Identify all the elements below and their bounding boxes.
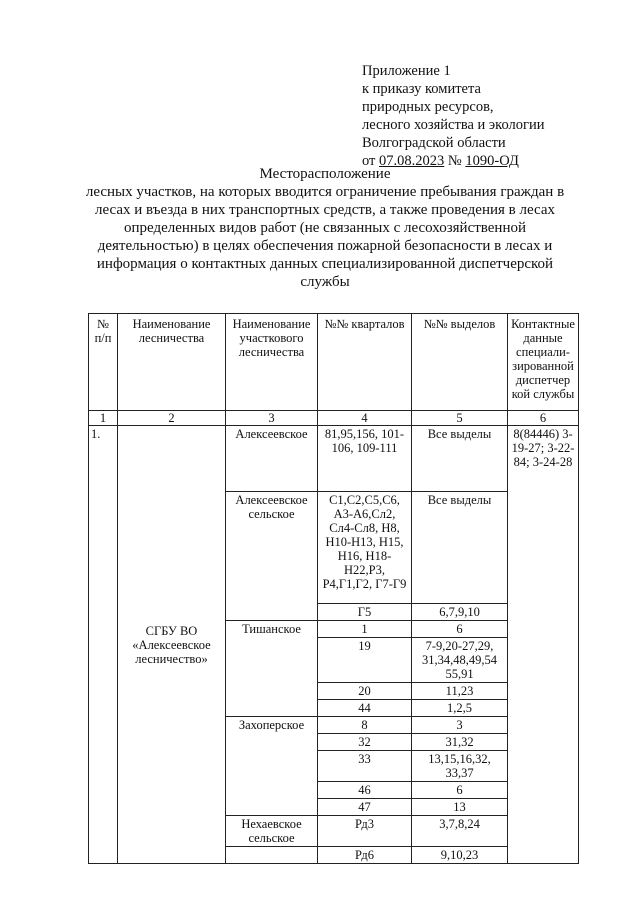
uchastok-cell: Тишанское [226, 621, 318, 717]
title-heading: Месторасположение [259, 166, 391, 182]
column-number: 4 [318, 411, 412, 426]
kvartal-cell: 47 [318, 799, 412, 816]
vydel-cell: 6 [412, 621, 508, 638]
order-number: 1090-ОД [465, 153, 519, 169]
kvartal-cell: 81,95,156, 101-106, 109-111 [318, 426, 412, 492]
vydel-cell: 9,10,23 [412, 847, 508, 864]
header-row [89, 314, 579, 411]
vydel-cell: 6 [412, 782, 508, 799]
kvartal-cell: 19 [318, 638, 412, 683]
column-number: 6 [508, 411, 579, 426]
column-number: 5 [412, 411, 508, 426]
column-number: 1 [89, 411, 118, 426]
vydel-cell: 13,15,16,32, 33,37 [412, 751, 508, 782]
kvartal-cell: 32 [318, 734, 412, 751]
kvartal-cell: 20 [318, 683, 412, 700]
header-cell: №№ выделов [412, 314, 508, 411]
lesnichestvo-cell: СГБУ ВО «Алексеевское лесничество» [118, 426, 226, 864]
header-cell: Наименование лесничества [118, 314, 226, 411]
uchastok-cell: Захоперское [226, 717, 318, 816]
header-cell: №№ кварталов [318, 314, 412, 411]
kvartal-cell: 8 [318, 717, 412, 734]
kvartal-cell: Рд3 [318, 816, 412, 847]
vydel-cell: 7-9,20-27,29, 31,34,48,49,54 55,91 [412, 638, 508, 683]
appendix-line: природных ресурсов, [362, 99, 494, 115]
appendix-block [362, 62, 544, 170]
vydel-cell: 3,7,8,24 [412, 816, 508, 847]
order-prefix: от [362, 153, 380, 169]
order-date: 07.08.2023 [379, 153, 445, 169]
appendix-line: Приложение 1 [362, 63, 451, 79]
vydel-cell: 6,7,9,10 [412, 604, 508, 621]
appendix-line: лесного хозяйства и экологии [362, 117, 545, 133]
header-cell: № п/п [89, 314, 118, 411]
column-number: 3 [226, 411, 318, 426]
vydel-cell: 13 [412, 799, 508, 816]
vydel-cell: 11,23 [412, 683, 508, 700]
order-num-sign: № [444, 153, 466, 169]
kvartal-cell: Рд6 [318, 847, 412, 864]
column-number: 2 [118, 411, 226, 426]
uchastok-cell: Нехаевское сельское [226, 816, 318, 847]
vydel-cell: Все выделы [412, 426, 508, 492]
table-row [89, 426, 579, 492]
row-number-cell: 1. [89, 426, 118, 864]
kvartal-cell: 1 [318, 621, 412, 638]
kvartal-cell: 44 [318, 700, 412, 717]
header-cell: Наименование участкового лесничества [226, 314, 318, 411]
uchastok-cell [226, 847, 318, 864]
document-title [80, 165, 570, 291]
column-number-row [89, 411, 579, 426]
vydel-cell: 31,32 [412, 734, 508, 751]
vydel-cell: 1,2,5 [412, 700, 508, 717]
kvartal-cell: Г5 [318, 604, 412, 621]
kvartal-cell: С1,С2,С5,С6, А3-А6,Сл2, Сл4-Сл8, Н8, Н10-Н13, Н15, Н16, Н18-Н22,Р3, Р4,Г1,Г2, Г7-Г9 [318, 492, 412, 604]
appendix-line: Волгоградской области [362, 135, 506, 151]
uchastok-cell: Алексеевское сельское [226, 492, 318, 621]
title-body: лесных участков, на которых вводится ограничение пребывания граждан в лесах и въезда в них транспортных средств, а также проведения в лесах определенных видов работ (не связанных с лесохозяйственной деятельностью) в целях обеспечения пожарной безопасности в лесах и информация о контактных данных специализированной диспетчерской службы [85, 184, 565, 290]
vydel-cell: 3 [412, 717, 508, 734]
header-cell: Контактные данные специали-зированной диспетчер кой службы [508, 314, 579, 411]
locations-table [88, 313, 579, 864]
appendix-line: к приказу комитета [362, 81, 481, 97]
kvartal-cell: 33 [318, 751, 412, 782]
contact-cell: 8(84446) 3-19-27; 3-22-84; 3-24-28 [508, 426, 579, 864]
vydel-cell: Все выделы [412, 492, 508, 604]
uchastok-cell: Алексеевское [226, 426, 318, 492]
kvartal-cell: 46 [318, 782, 412, 799]
